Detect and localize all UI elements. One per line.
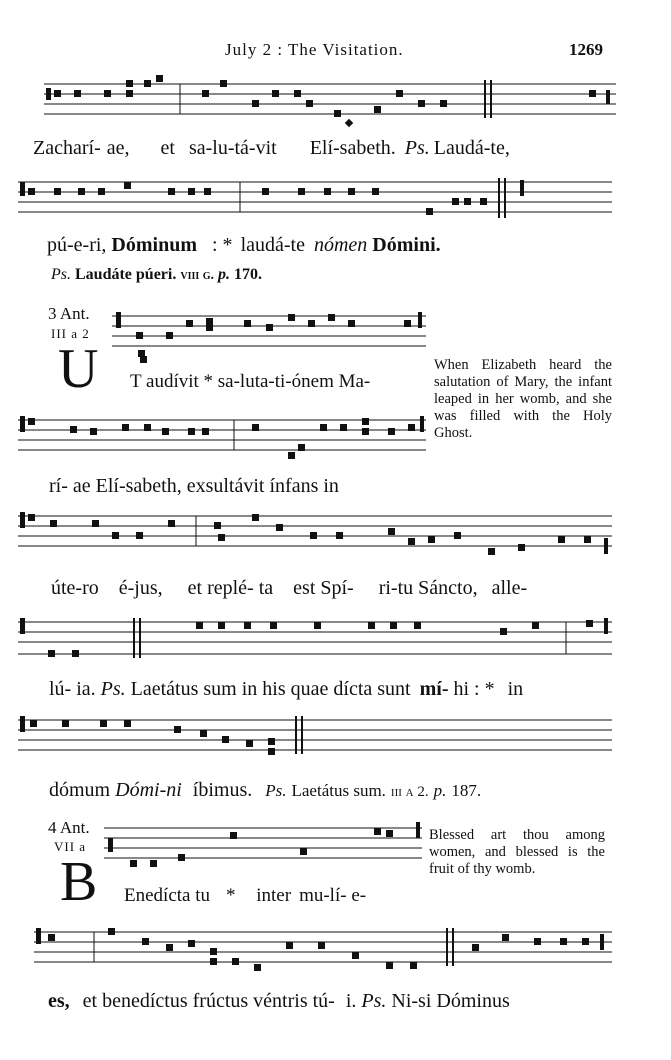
- chant-staff-7: [18, 712, 612, 762]
- chant-staff-4: [18, 412, 426, 468]
- antiphon-4-line-1: Enedícta tu * inter mu-lí- e-: [124, 885, 367, 906]
- lyric-line-1: Zacharí- ae, et sa-lu-tá-vit Elí-sabeth. Ps. Laudá-te,: [33, 137, 510, 159]
- antiphon-4-label: 4 Ant.: [48, 818, 90, 837]
- running-header: July 2 : The Visitation.: [225, 40, 404, 59]
- chant-staff-6: [18, 610, 612, 666]
- psalm-reference-1: Ps. Laudáte púeri. viii g. p. 170.: [51, 266, 263, 283]
- antiphon-3-label: 3 Ant.: [48, 304, 90, 323]
- chant-staff-3: [112, 308, 426, 364]
- antiphon-3-line-3: úte-ro é-jus, et replé- ta est Spí- ri-tu Sáncto, alle-: [51, 577, 528, 599]
- drop-cap-b: B: [60, 851, 98, 913]
- translation-3: When Elizabeth heard the salutation of Mary, the infant leaped in her womb, and she was filled with the Holy Ghost.: [434, 357, 612, 441]
- antiphon-4-mode: VII a: [54, 839, 87, 854]
- chant-staff-1: [44, 70, 616, 134]
- page-number: 1269: [569, 40, 603, 59]
- antiphon-3-line-2: rí- ae Elí-sabeth, exsultávit ínfans in: [49, 475, 339, 497]
- antiphon-3-mode: III a 2: [51, 326, 90, 341]
- translation-4: Blessed art thou among women, and blessed is the fruit of thy womb.: [429, 827, 605, 877]
- drop-cap-u: U: [58, 338, 99, 400]
- antiphon-3-line-4: lú- ia. Ps. Laetátus sum in his quae dícta sunt mí- hi : * in: [49, 678, 524, 700]
- chant-staff-8: [104, 820, 422, 870]
- antiphon-3-line-1: T audívit * sa-luta-ti-ónem Ma-: [130, 371, 371, 392]
- lyric-line-2: pú-e-ri, Dóminum : * laudá-te nómen Dómini.: [47, 234, 441, 256]
- chant-staff-2: [18, 176, 612, 226]
- chant-staff-9: [34, 924, 612, 980]
- chant-staff-5: [18, 508, 612, 564]
- antiphon-4-line-2: es, et benedíctus frúctus véntris tú- i. Ps. Ni-si Dóminus: [48, 990, 510, 1012]
- antiphon-3-line-5: dómum Dómi-ni íbimus. Ps. Laetátus sum. iii a 2. p. 187.: [49, 779, 482, 801]
